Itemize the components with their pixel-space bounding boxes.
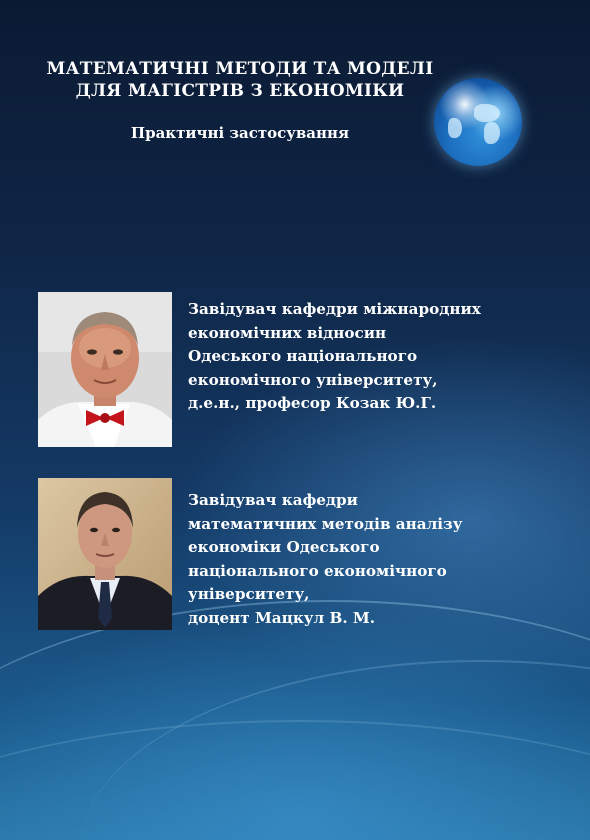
author-photo-kozak	[38, 292, 172, 447]
book-subtitle: Практичні застосування	[130, 124, 350, 142]
caption-line: економічного університету,	[188, 370, 438, 389]
book-title-line-1: МАТЕМАТИЧНІ МЕТОДИ ТА МОДЕЛІ	[46, 59, 434, 79]
book-header	[30, 58, 450, 142]
caption-line: Завідувач кафедри	[188, 491, 358, 509]
caption-line: Одеського національного	[188, 347, 418, 365]
author-caption-matskul	[188, 489, 568, 630]
globe-icon	[434, 78, 522, 166]
caption-line: економіки Одеського	[188, 538, 380, 556]
caption-line: університету,	[188, 585, 310, 603]
caption-line: національного економічного	[188, 561, 447, 580]
author-caption-kozak	[188, 298, 568, 416]
caption-line: Завідувач кафедри міжнародних	[188, 300, 481, 318]
caption-line: доцент Мацкул В. М.	[188, 608, 376, 627]
background-swoosh	[0, 600, 590, 840]
background-swoosh	[0, 720, 590, 840]
book-title-line-2: ДЛЯ МАГІСТРІВ З ЕКОНОМІКИ	[75, 81, 405, 101]
background-swoosh	[80, 660, 590, 840]
author-photo-matskul	[38, 478, 172, 630]
caption-line: математичних методів аналізу	[188, 514, 463, 533]
caption-line: економічних відносин	[188, 323, 387, 342]
caption-line: д.е.н., професор Козак Ю.Г.	[188, 394, 437, 412]
